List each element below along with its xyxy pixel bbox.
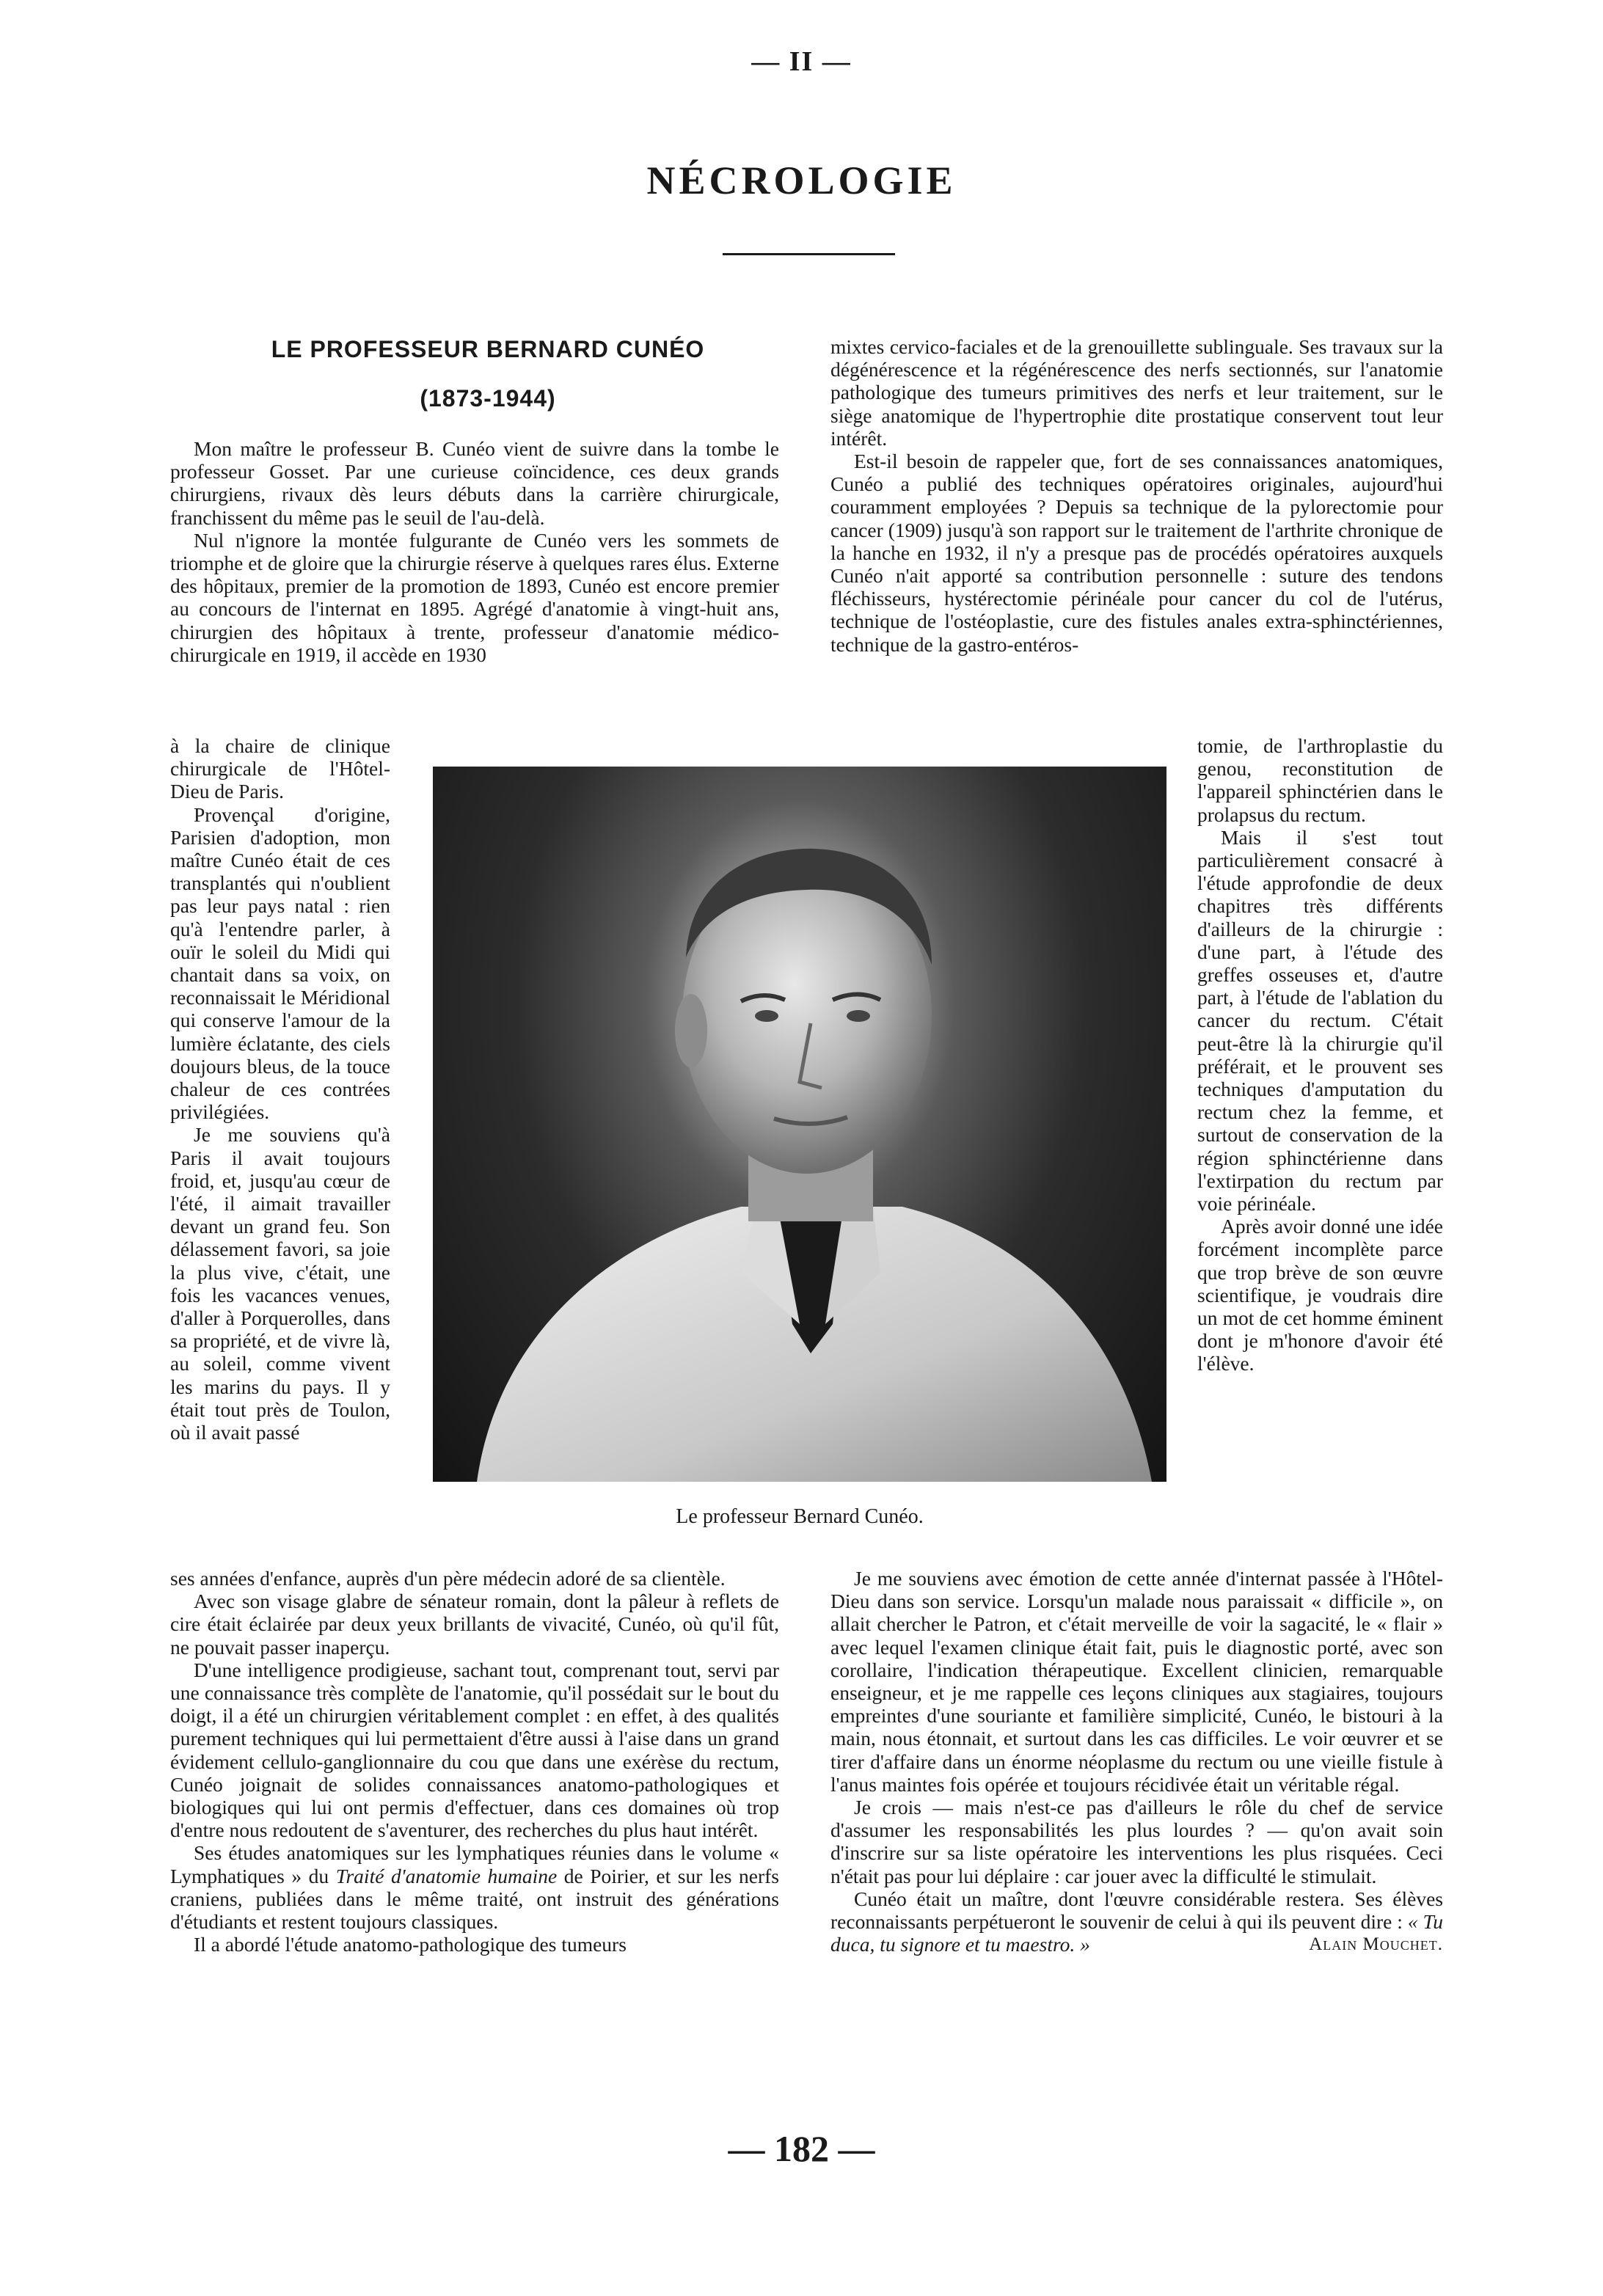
paragraph-text: Ses études anatomiques sur les lymphatiques réunies dans le volume « Lymphatiques » du: [170, 1841, 779, 1887]
paragraph-text: de Poirier, et sur les nerfs craniens, publiées dans le même traité, ont instruit des générations d'étudiants et restent toujours classiques.: [170, 1864, 779, 1934]
author-signature: Alain Mouchet.: [1309, 1934, 1443, 1955]
paragraph: Est-il besoin de rappeler que, fort de ses connaissances anatomiques, Cunéo a publié des techniques opératoires originales, aujourd'hui couramment employées ? Depuis sa technique de la pylorectomie pour cancer (1909) jusqu'à son rapport sur le traitement de l'arthrite chronique de la hanche en 1932, il n'y a presque pas de procédés opératoires auxquels Cunéo n'ait apporté sa contribution personnelle : suture des tendons fléchisseurs, hystérectomie périnéale pour cancer du col de l'utérus, technique de l'ostéoplastie, cure des fistules anales extra-sphinctériennes, technique de la gastro-entéros-: [830, 450, 1443, 656]
paragraph-text: Cunéo était un maître, dont l'œuvre considérable restera. Ses élèves reconnaissants perpétueront le souvenir de celui à qui ils peuvent dire :: [830, 1887, 1443, 1934]
portrait-photo: [433, 767, 1166, 1482]
paragraph: Je me souviens qu'à Paris il avait toujours froid, et, jusqu'au cœur de l'été, il aimait travailler devant un grand feu. Son délassement favori, sa joie la plus vive, c'était, une fois les vacances venues, d'aller à Porquerolles, dans sa propriété, et de vivre là, au soleil, comme vivent les marins du pays. Il y était tout près de Toulon, où il avait passé: [170, 1123, 390, 1444]
paragraph: mixtes cervico-faciales et de la grenouillette sublinguale. Ses travaux sur la dégénérescence et la régénérescence des nerfs sectionnés, sur l'anatomie pathologique des tumeurs primitives des nerfs et leur traitement, sur le siège anatomique de l'hypertrophie dite prostatique conservent tout leur intérêt.: [830, 335, 1443, 450]
right-column-narrow: [1197, 734, 1443, 1375]
paragraph: [830, 1887, 1443, 1956]
paragraph: Mon maître le professeur B. Cunéo vient de suivre dans la tombe le professeur Gosset. Par une curieuse coïncidence, ces deux grands chirurgiens, rivaux dès leurs débuts dans la carrière chirurgicale, franchissent du même pas le seuil de l'au-delà.: [170, 437, 779, 529]
book-title: Traité d'anatomie humaine: [335, 1864, 558, 1887]
article-title: LE PROFESSEUR BERNARD CUNÉO: [271, 336, 705, 362]
left-column-bottom: [170, 1567, 779, 1956]
paragraph: ses années d'enfance, auprès d'un père médecin adoré de sa clientèle.: [170, 1567, 726, 1590]
title-divider: [723, 253, 895, 255]
section-title: NÉCROLOGIE: [646, 158, 957, 202]
paragraph: D'une intelligence prodigieuse, sachant tout, comprenant tout, servi par une connaissance très complète de l'anatomie, qu'il possédait sur le bout du doigt, il a été un chirurgien véritablement complet : en effet, à des qualités purement techniques qui lui permettaient d'être aussi à l'aise dans un grand évidement cellulo-ganglionnaire du cou que dans une exérèse du rectum, Cunéo joignait de solides connaissances anatomo-pathologiques et biologiques qui lui ont permis d'effectuer, dans ces domaines où trop d'entre nous redoutent de s'aventurer, des recherches du plus haut intérêt.: [170, 1658, 779, 1842]
right-column-bottom: [830, 1567, 1443, 1956]
left-column-top: [170, 437, 779, 666]
page-roman-numeral: — II —: [751, 46, 852, 77]
paragraph: [170, 1841, 779, 1933]
paragraph: Après avoir donné une idée forcément incomplète parce que trop brève de son œuvre scientifique, je voudrais dire un mot de cet homme éminent dont je m'honore d'avoir été l'élève.: [1197, 1215, 1443, 1375]
paragraph: Je crois — mais n'est-ce pas d'ailleurs le rôle du chef de service d'assumer les responsabilités les plus lourdes ? — qu'on avait soin d'inscrire sur sa liste opératoire les interventions les plus risquées. Ceci n'était pas pour lui déplaire : car jouer avec la difficulté le stimulait.: [830, 1796, 1443, 1887]
page-number: — 182 —: [728, 2128, 875, 2169]
paragraph: Il a abordé l'étude anatomo-pathologique des tumeurs: [194, 1933, 627, 1956]
right-column-top: [830, 335, 1443, 656]
paragraph: tomie, de l'arthroplastie du genou, reconstitution de l'appareil sphinctérien dans le prolapsus du rectum.: [1197, 734, 1443, 826]
article-dates: (1873-1944): [420, 385, 556, 412]
paragraph: à la chaire de clinique chirurgicale de l'Hôtel-Dieu de Paris.: [170, 734, 390, 803]
paragraph: Provençal d'origine, Parisien d'adoption, mon maître Cunéo était de ces transplantés qui n'oublient pas leur pays natal : rien qu'à l'entendre parler, à ouïr le soleil du Midi qui chantait dans sa voix, on reconnaissait le Méridional qui conserve l'amour de la lumière éclatante, des ciels doujours bleus, de la touce chaleur de ces contrées privilégiées.: [170, 802, 390, 1124]
portrait-illustration: [433, 767, 1166, 1482]
closing-quote: « Tu duca, tu signore et tu maestro. »: [830, 1910, 1444, 1956]
paragraph: Mais il s'est tout particulièrement consacré à l'étude approfondie de deux chapitres très différents d'ailleurs de la chirurgie : d'une part, à l'étude des greffes osseuses et, d'autre part, à l'étude de l'ablation du cancer du rectum. C'était peut-être là la chirurgie qu'il préférait, et le prouvent ses techniques d'amputation du rectum chez la femme, et surtout de conservation de la région sphinctérienne dans l'extirpation du rectum par voie périnéale.: [1197, 825, 1443, 1215]
paragraph: Je me souviens avec émotion de cette année d'internat passée à l'Hôtel-Dieu dans son service. Lorsqu'un malade nous paraissait « difficile », on allait chercher le Patron, et c'était merveille de voir la sagacité, le « flair » avec lequel l'examen clinique était fait, puis le diagnostic porté, avec son corollaire, l'indication thérapeutique. Excellent clinicien, remarquable enseigneur, et je me rappelle ces leçons cliniques aux stagiaires, toujours empreintes d'une souriante et familière simplicité, Cunéo, le bistouri à la main, nous étonnait, et surtout dans les cas difficiles. Le voir œuvrer et se tirer d'affaire dans un énorme néoplasme du rectum ou une vieille fistule à l'anus maintes fois opérée et toujours récidivée était un véritable régal.: [830, 1567, 1443, 1796]
paragraph: Avec son visage glabre de sénateur romain, dont la pâleur à reflets de cire était éclairée par deux yeux brillants de vivacité, Cunéo, où qu'il fût, ne pouvait passer inaperçu.: [170, 1590, 779, 1659]
photo-caption: Le professeur Bernard Cunéo.: [676, 1505, 924, 1528]
paragraph: Nul n'ignore la montée fulgurante de Cunéo vers les sommets de triomphe et de gloire que la chirurgie réserve à quelques rares élus. Externe des hôpitaux, premier de la promotion de 1893, Cunéo est encore premier au concours de l'internat en 1895. Agrégé d'anatomie à vingt-huit ans, chirurgien des hôpitaux à trente, professeur d'anatomie médico-chirurgicale en 1919, il accède en 1930: [170, 528, 779, 666]
left-column-narrow: [170, 734, 390, 1444]
